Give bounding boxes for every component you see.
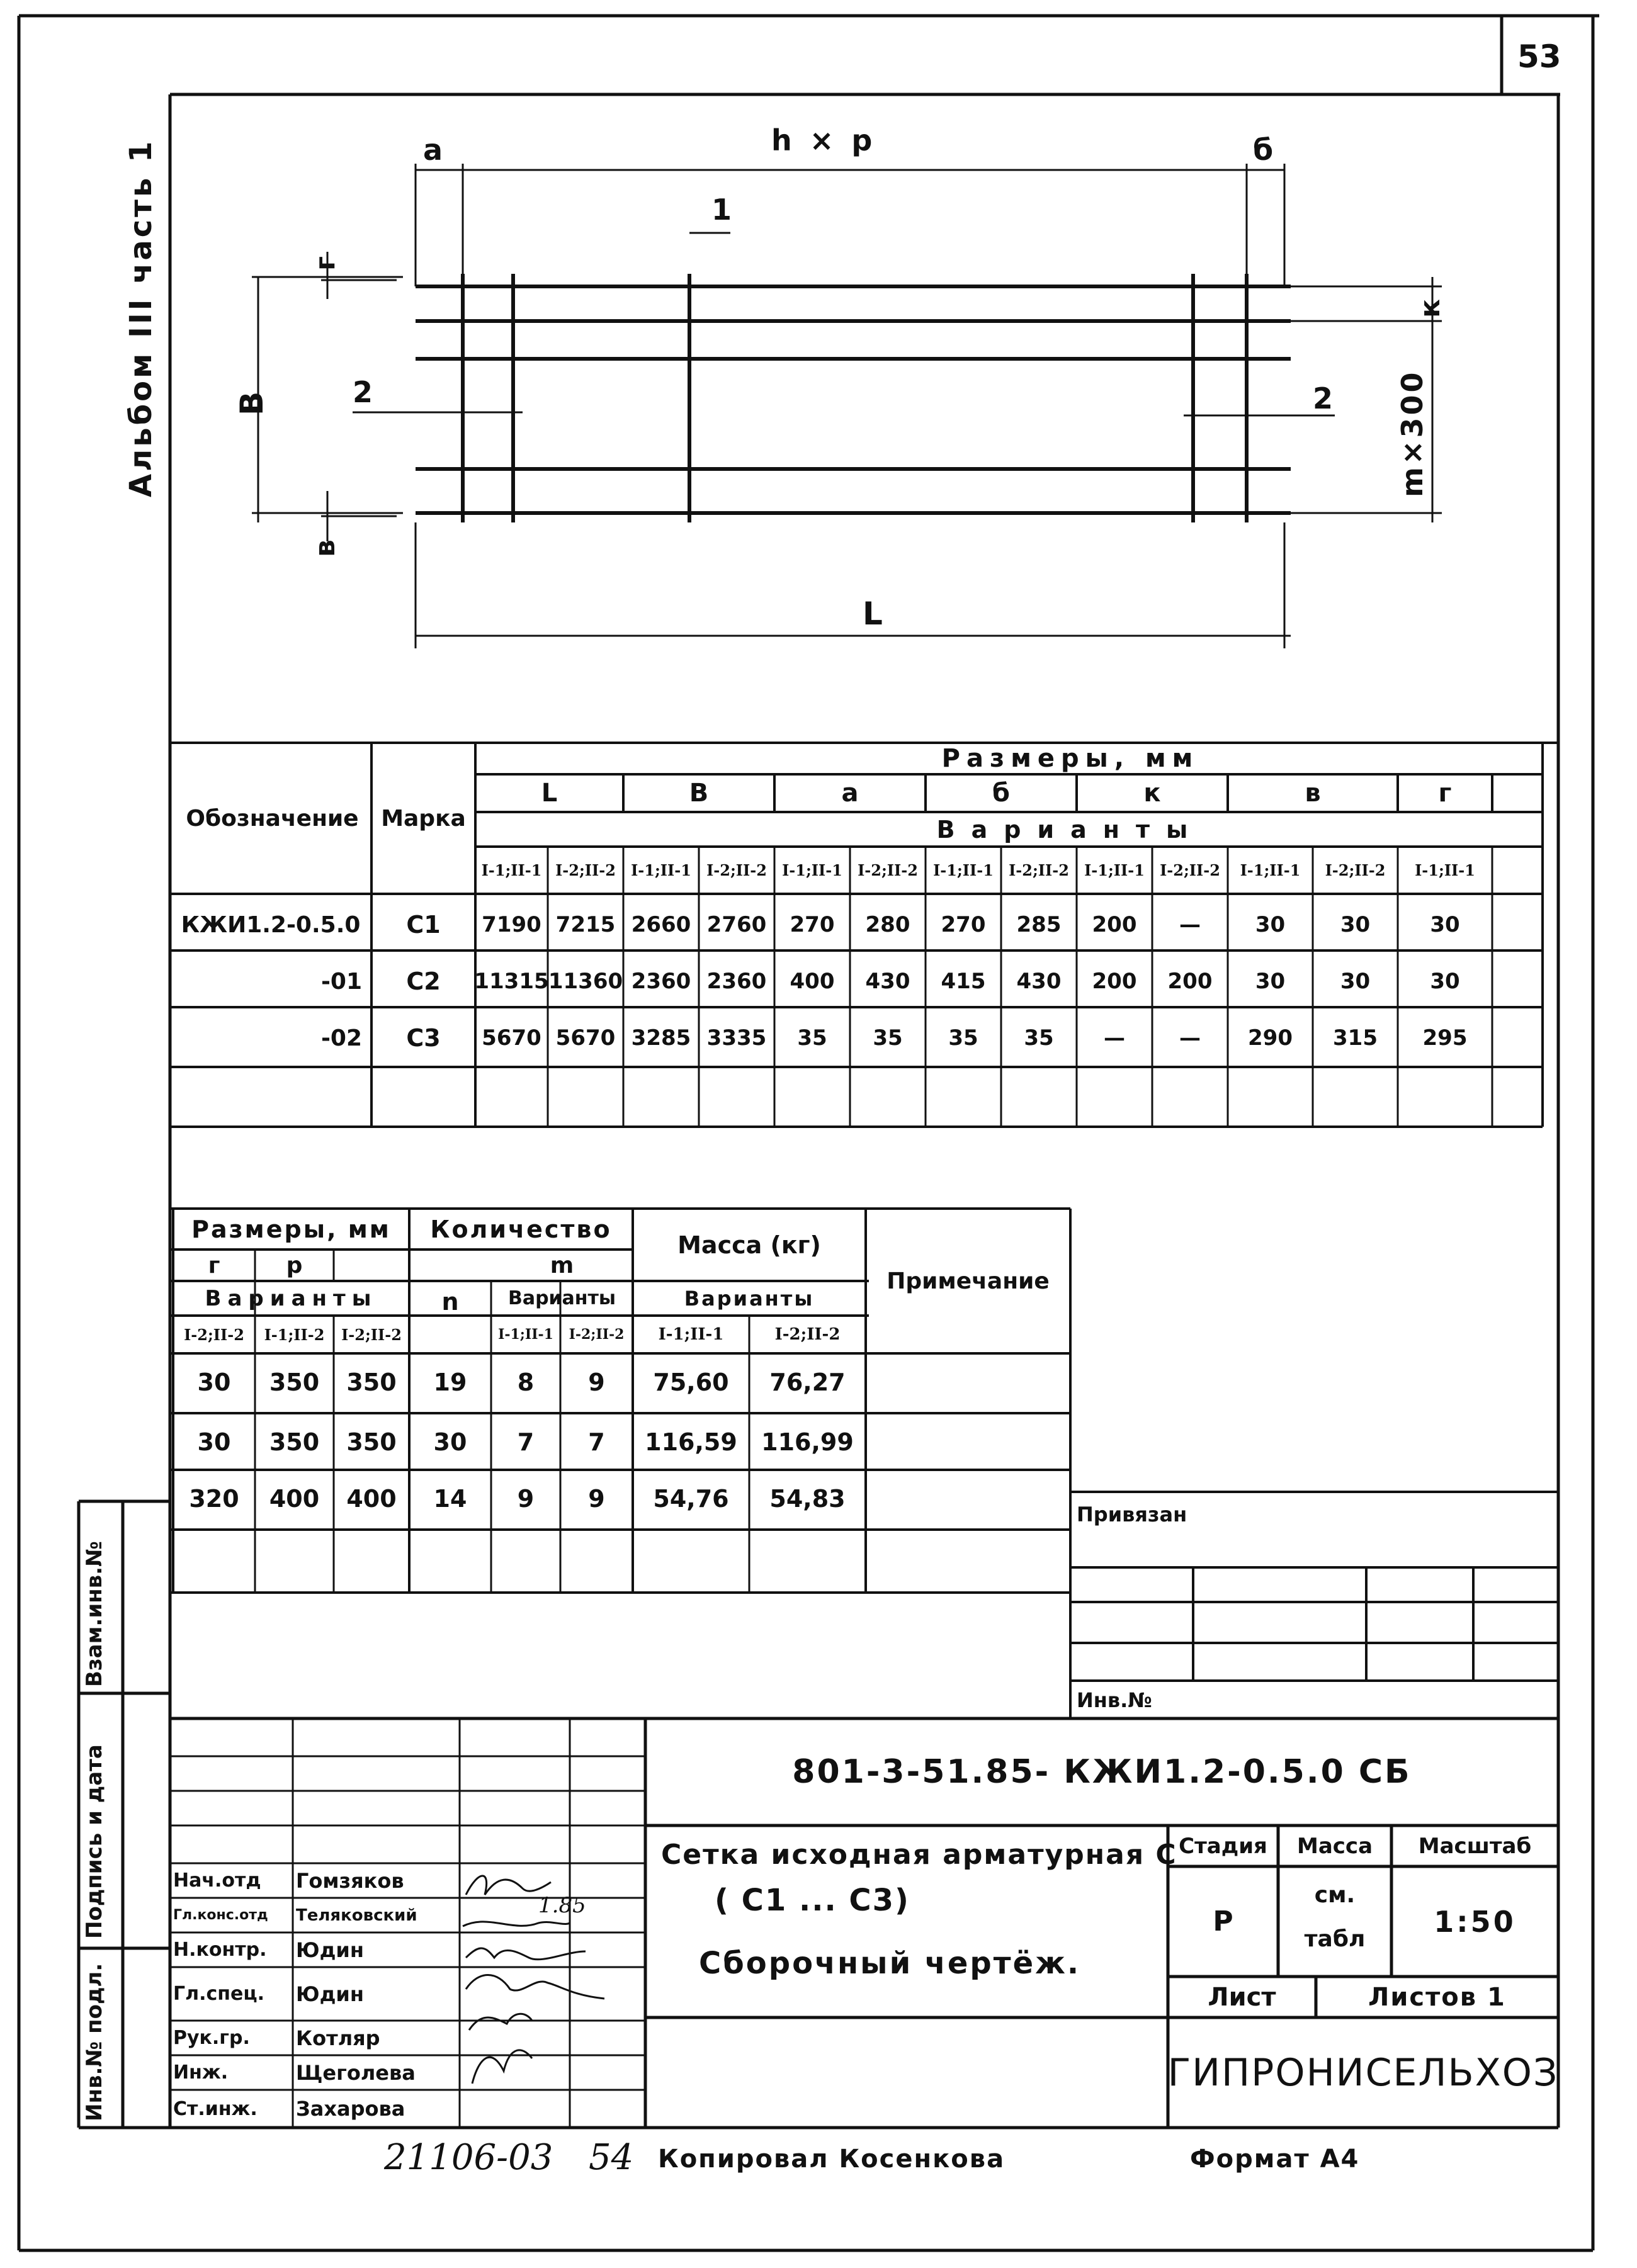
t1-cell: — bbox=[1179, 912, 1201, 937]
staff-role: Рук.гр. bbox=[173, 2027, 250, 2049]
t1-cell: 3285 bbox=[631, 1025, 691, 1051]
t1-subheader: I-1;II-1 bbox=[1084, 861, 1145, 879]
dim-k-label: к bbox=[1414, 299, 1446, 318]
staff-role: Нач.отд bbox=[173, 1870, 261, 1892]
t2-cell: 350 bbox=[346, 1368, 397, 1396]
title-line1: Сетка исходная арматурная С bbox=[661, 1839, 1177, 1871]
album-label: Альбом III часть 1 bbox=[123, 138, 159, 497]
t1-designation: КЖИ1.2-0.5.0 bbox=[181, 911, 361, 938]
t2-cell: 400 bbox=[346, 1485, 397, 1513]
t2-cell: 350 bbox=[346, 1428, 397, 1456]
t1-cell: 280 bbox=[865, 912, 910, 937]
t1-cell: 5670 bbox=[482, 1025, 541, 1051]
tb-scale-value: 1:50 bbox=[1434, 1904, 1516, 1939]
t1-cell: 5670 bbox=[555, 1025, 616, 1051]
t1-cell: 30 bbox=[1430, 912, 1460, 937]
t2-cell: 8 bbox=[517, 1368, 535, 1396]
t2-subheader: I-1;II-1 bbox=[658, 1325, 724, 1344]
t2-col-sizes: Размеры, мм bbox=[191, 1215, 391, 1243]
t1-cell: 7215 bbox=[555, 912, 616, 937]
t2-subheader: I-1;II-1 bbox=[498, 1326, 553, 1343]
dim-L-label: L bbox=[863, 595, 883, 632]
tb-scale-header: Масштаб bbox=[1418, 1833, 1532, 1859]
t1-subheader: I-1;II-1 bbox=[1415, 861, 1475, 879]
tb-sheets-label: Листов 1 bbox=[1368, 1982, 1506, 2012]
t2-cell: 54,83 bbox=[769, 1485, 846, 1513]
t2-cell: 350 bbox=[269, 1428, 320, 1456]
t1-subheader: I-2;II-2 bbox=[706, 861, 767, 879]
staff-role: Ст.инж. bbox=[173, 2097, 258, 2120]
binding-inv-label: Инв.№ bbox=[1077, 1688, 1152, 1712]
t2-col-note: Примечание bbox=[886, 1268, 1050, 1294]
tb-stage-header: Стадия bbox=[1179, 1833, 1267, 1859]
t2-variants-mass: Варианты bbox=[684, 1286, 815, 1311]
leader-1-label: 1 bbox=[711, 193, 732, 227]
title-line2: ( С1 ... С3) bbox=[715, 1883, 910, 1918]
staff-name: Котляр bbox=[296, 2026, 380, 2050]
staff-role: Инж. bbox=[173, 2062, 229, 2084]
t2-cell: 30 bbox=[433, 1428, 467, 1456]
t1-subheader: I-1;II-1 bbox=[631, 861, 691, 879]
staff-role: Н.контр. bbox=[173, 1939, 267, 1961]
leader-2-left-label: 2 bbox=[353, 375, 373, 409]
t2-sub-g: г bbox=[208, 1252, 220, 1278]
t1-subheader: I-1;II-1 bbox=[1240, 861, 1301, 879]
t2-cell: 400 bbox=[269, 1485, 320, 1513]
t1-mark: С2 bbox=[406, 968, 441, 995]
leader-2-right-label: 2 bbox=[1313, 381, 1334, 415]
t1-group-k: к bbox=[1143, 779, 1161, 808]
t1-group-B: B bbox=[689, 779, 709, 808]
t1-subheader: I-1;II-1 bbox=[782, 861, 842, 879]
staff-role: Гл.спец. bbox=[173, 1983, 264, 2005]
stamp-podpis: Подпись и дата bbox=[82, 1744, 107, 1939]
dim-g-label: г bbox=[309, 256, 341, 271]
t1-cell: 200 bbox=[1167, 969, 1213, 994]
t1-designation: -02 bbox=[320, 1025, 362, 1051]
tb-sheet-label: Лист bbox=[1208, 1982, 1276, 2012]
staff-name: Юдин bbox=[296, 1938, 364, 1962]
t1-group-b: б bbox=[992, 779, 1010, 808]
t2-cell: 9 bbox=[588, 1368, 605, 1396]
t1-col-sizes: Размеры, мм bbox=[941, 744, 1199, 773]
t1-col-designation: Обозначение bbox=[186, 805, 359, 832]
t1-cell: 30 bbox=[1430, 969, 1460, 994]
t2-sub-p: р bbox=[286, 1252, 303, 1278]
t1-cell: 315 bbox=[1333, 1025, 1378, 1051]
t2-subheader: I-2;II-2 bbox=[341, 1325, 402, 1344]
t1-cell: 400 bbox=[790, 969, 835, 994]
t2-cell: 76,27 bbox=[769, 1368, 846, 1396]
t1-cell: 35 bbox=[797, 1025, 827, 1051]
staff-name: Юдин bbox=[296, 1982, 364, 2006]
t1-cell: 11315 bbox=[474, 969, 549, 994]
t1-subheader: I-1;II-1 bbox=[481, 861, 542, 879]
t1-group-L: L bbox=[541, 779, 558, 808]
stamp-inv-podl: Инв.№ подл. bbox=[82, 1963, 107, 2121]
t2-variants-sizes: Варианты bbox=[205, 1285, 378, 1311]
t1-subheader: I-2;II-2 bbox=[1160, 861, 1220, 879]
t2-cell: 30 bbox=[197, 1428, 231, 1456]
t1-col-mark: Марка bbox=[381, 805, 466, 832]
t1-cell: 30 bbox=[1340, 912, 1371, 937]
t2-cell: 116,59 bbox=[645, 1428, 737, 1456]
t1-subheader: I-2;II-2 bbox=[555, 861, 616, 879]
t2-cell: 7 bbox=[588, 1428, 605, 1456]
t1-subheader: I-2;II-2 bbox=[1009, 861, 1069, 879]
footer-copied: Копировал Косенкова bbox=[658, 2145, 1005, 2174]
t1-cell: 285 bbox=[1016, 912, 1062, 937]
t1-cell: 30 bbox=[1255, 912, 1286, 937]
t2-subheader: I-2;II-2 bbox=[569, 1326, 625, 1343]
t1-cell: — bbox=[1179, 1025, 1201, 1051]
t1-cell: 200 bbox=[1092, 912, 1137, 937]
dim-B-label: В bbox=[234, 391, 270, 415]
t1-subheader: I-2;II-2 bbox=[858, 861, 918, 879]
t1-cell: — bbox=[1104, 1025, 1125, 1051]
t1-cell: 430 bbox=[865, 969, 910, 994]
t2-cell: 54,76 bbox=[653, 1485, 729, 1513]
dim-v-label: в bbox=[309, 539, 341, 557]
t1-cell: 3335 bbox=[706, 1025, 767, 1051]
footer-format: Формат А4 bbox=[1190, 2145, 1360, 2174]
t1-cell: 2360 bbox=[706, 969, 767, 994]
t1-cell: 35 bbox=[1024, 1025, 1054, 1051]
footer-inv-number: 21106-03 bbox=[384, 2137, 553, 2178]
t1-variants-label: Варианты bbox=[936, 815, 1204, 843]
t1-mark: С3 bbox=[406, 1024, 441, 1052]
t2-subheader: I-1;II-2 bbox=[264, 1325, 325, 1344]
dim-b-label: б bbox=[1253, 133, 1274, 167]
doc-code: 801-3-51.85- КЖИ1.2-0.5.0 СБ bbox=[792, 1753, 1412, 1791]
t2-cell: 350 bbox=[269, 1368, 320, 1396]
t1-cell: 30 bbox=[1255, 969, 1286, 994]
t1-group-a: a bbox=[841, 779, 859, 808]
t2-subheader: I-2;II-2 bbox=[184, 1325, 244, 1344]
t1-cell: 2660 bbox=[631, 912, 691, 937]
stamp-vzam: Взам.инв.№ bbox=[82, 1541, 107, 1687]
signature-date: 1.85 bbox=[538, 1893, 586, 1918]
t1-cell: 270 bbox=[790, 912, 835, 937]
staff-name: Теляковский bbox=[296, 1905, 417, 1925]
t1-cell: 415 bbox=[941, 969, 986, 994]
dim-m300-label: m×300 bbox=[1395, 370, 1429, 497]
tb-org: ГИПРОНИСЕЛЬХОЗ bbox=[1167, 2050, 1559, 2095]
t1-designation: -01 bbox=[320, 968, 362, 995]
t2-sub-m: m bbox=[550, 1252, 574, 1278]
t2-subheader: I-2;II-2 bbox=[774, 1325, 841, 1344]
staff-name: Гомзяков bbox=[296, 1868, 404, 1893]
t2-cell: 9 bbox=[588, 1485, 605, 1513]
t2-variants-quantity: Варианты bbox=[507, 1287, 616, 1309]
t1-mark: С1 bbox=[406, 911, 441, 939]
staff-role: Гл.конс.отд bbox=[173, 1907, 268, 1923]
tb-mass-line2: табл bbox=[1304, 1926, 1366, 1952]
staff-name: Захарова bbox=[296, 2097, 405, 2121]
t2-cell: 9 bbox=[517, 1485, 535, 1513]
t1-cell: 2360 bbox=[631, 969, 691, 994]
sheet-number: 53 bbox=[1517, 38, 1561, 75]
t1-group-v: в bbox=[1305, 779, 1321, 808]
t1-cell: 200 bbox=[1092, 969, 1137, 994]
t1-cell: 30 bbox=[1340, 969, 1371, 994]
t1-cell: 270 bbox=[941, 912, 986, 937]
t1-subheader: I-2;II-2 bbox=[1325, 861, 1386, 879]
t2-cell: 14 bbox=[433, 1485, 467, 1513]
t1-cell: 11360 bbox=[548, 969, 623, 994]
t2-cell: 7 bbox=[517, 1428, 535, 1456]
t2-cell: 320 bbox=[189, 1485, 239, 1513]
t1-cell: 35 bbox=[948, 1025, 978, 1051]
t1-group-g: г bbox=[1438, 779, 1452, 808]
tb-mass-header: Масса bbox=[1296, 1833, 1373, 1859]
binding-label: Привязан bbox=[1077, 1503, 1187, 1526]
t2-col-quantity: Количество bbox=[430, 1215, 612, 1243]
title-line3: Сборочный чертёж. bbox=[699, 1946, 1081, 1981]
t1-cell: 35 bbox=[873, 1025, 903, 1051]
tb-mass-line1: см. bbox=[1314, 1882, 1356, 1908]
t2-sub-n: n bbox=[441, 1287, 459, 1316]
dim-a-label: a bbox=[423, 133, 443, 167]
t1-subheader: I-1;II-1 bbox=[933, 861, 994, 879]
t2-cell: 116,99 bbox=[761, 1428, 854, 1456]
staff-name: Щеголева bbox=[296, 2060, 416, 2085]
tb-stage-value: Р bbox=[1213, 1905, 1233, 1938]
dim-hxp-label: h × p bbox=[771, 123, 876, 157]
t2-cell: 30 bbox=[197, 1368, 231, 1396]
footer-page: 54 bbox=[589, 2137, 634, 2178]
t1-cell: 7190 bbox=[482, 912, 541, 937]
t1-cell: 430 bbox=[1016, 969, 1062, 994]
t2-cell: 75,60 bbox=[653, 1368, 729, 1396]
t2-cell: 19 bbox=[433, 1368, 467, 1396]
t1-cell: 2760 bbox=[706, 912, 767, 937]
t2-col-mass: Масса (кг) bbox=[677, 1231, 821, 1259]
t1-cell: 295 bbox=[1422, 1025, 1468, 1051]
t1-cell: 290 bbox=[1248, 1025, 1293, 1051]
